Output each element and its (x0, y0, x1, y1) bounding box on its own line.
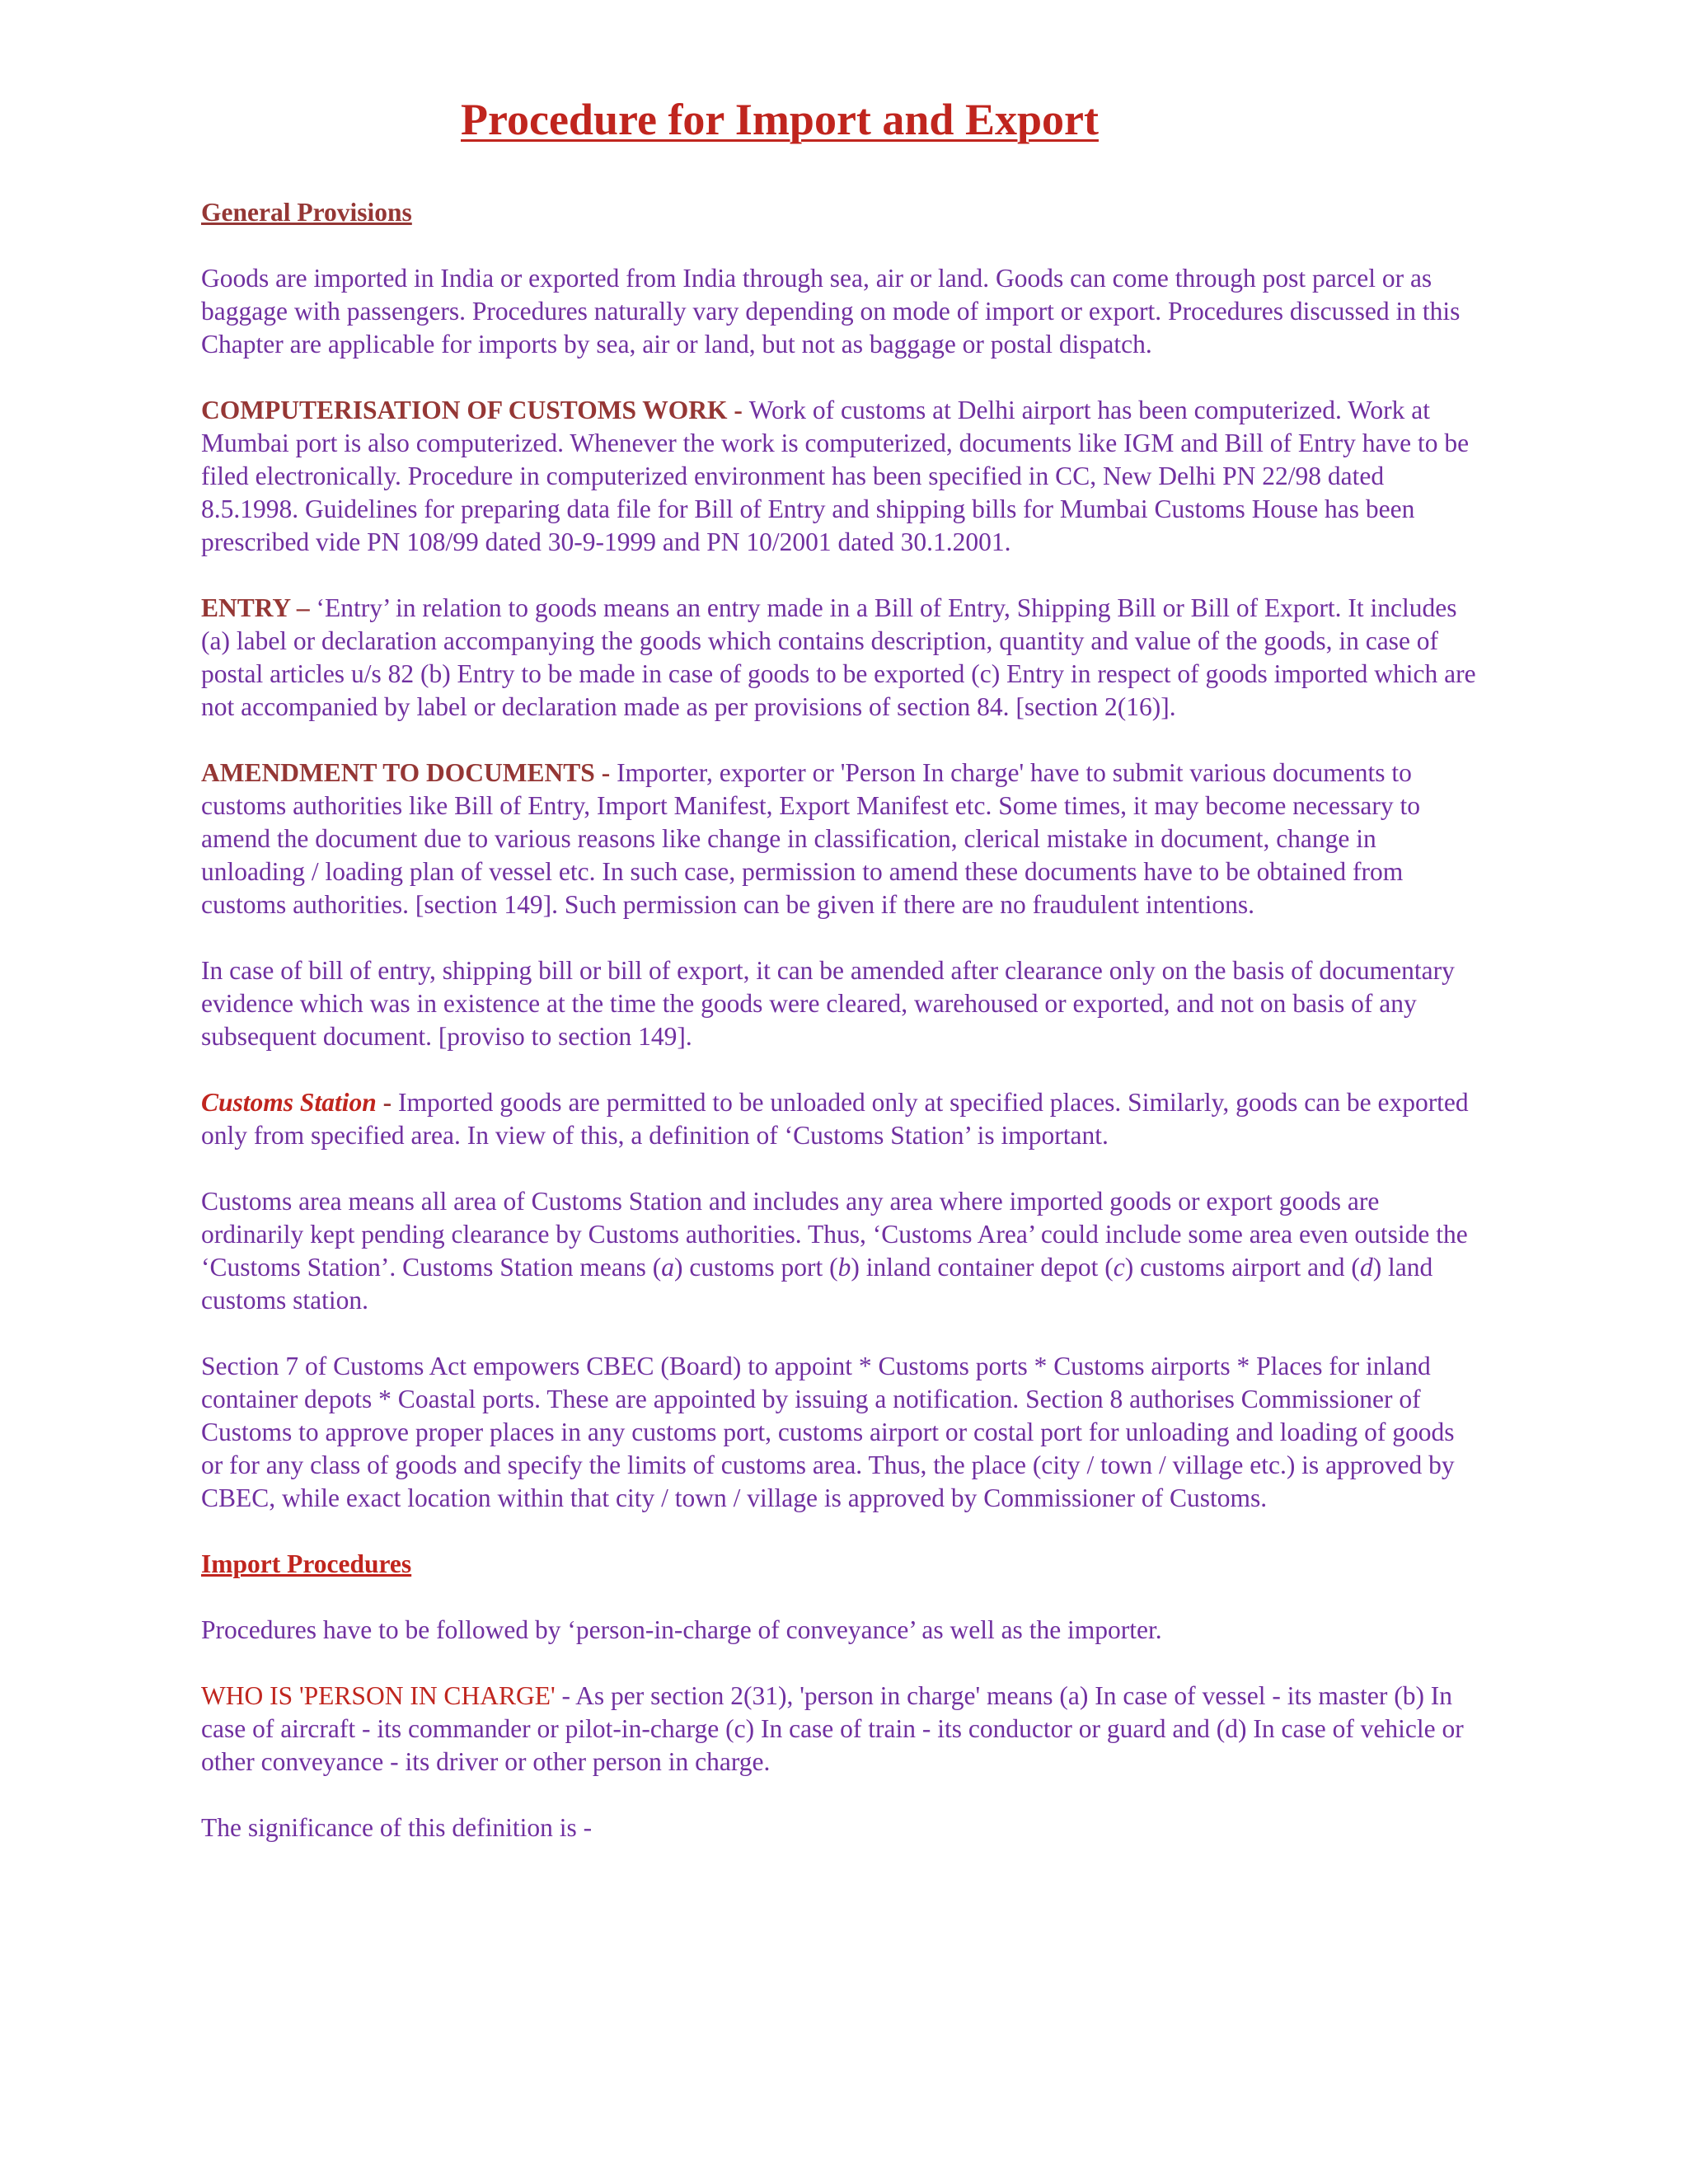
person-in-charge-paragraph (201, 1680, 1482, 1779)
customs-area-text-4: ) customs airport and ( (1124, 1253, 1360, 1282)
computerisation-paragraph (201, 394, 1482, 559)
amendment-lead: AMENDMENT TO DOCUMENTS (201, 758, 595, 787)
entry-text: ‘Entry’ in relation to goods means an entry made in a Bill of Entry, Shipping Bill or Bill of Export. It includes (a) label or declaration accompanying the goods which contains description, quantity and value of the goods, in case of postal articles u/s 82 (b) Entry to be made in case of goods to be exported (c) Entry in respect of goods imported which are not accompanied by label or declaration made as per provisions of section 84. [section 2(16)]. (201, 593, 1476, 721)
customs-station-text: Imported goods are permitted to be unloaded only at specified places. Similarly, goods can be exported only from specified area. In view of this, a definition of ‘Customs Station’ is important. (201, 1088, 1469, 1150)
import-procedures-paragraph: Procedures have to be followed by ‘person-in-charge of conveyance’ as well as the importer. (201, 1615, 1162, 1644)
customs-area-text-2: ) customs port ( (674, 1253, 838, 1282)
general-provisions-paragraph: Goods are imported in India or exported from India through sea, air or land. Goods can come through post parcel or as baggage with passengers. Procedures naturally vary depending on mode of import or export. Procedures discussed in this Chapter are applicable for imports by sea, air or land, but not as baggage or postal dispatch. (201, 264, 1461, 359)
person-in-charge-lead: WHO IS 'PERSON IN CHARGE' (201, 1681, 556, 1710)
entry-lead: ENTRY (201, 593, 290, 622)
customs-station-dash: - (376, 1088, 398, 1117)
computerisation-lead: COMPUTERISATION OF CUSTOMS WORK (201, 396, 728, 424)
customs-area-paragraph (201, 1185, 1482, 1317)
amendment-text: Importer, exporter or 'Person In charge' have to submit various documents to customs authorities like Bill of Entry, Import Manifest, Export Manifest etc. Some times, it may become necessary to amend the document due to various reasons like change in classification, clerical mistake in document, change in unloading / loading plan of vessel etc. In such case, permission to amend these documents have to be obtained from customs authorities. [section 149]. Such permission can be given if there are no fraudulent intentions. (201, 758, 1421, 919)
customs-station-paragraph (201, 1086, 1482, 1152)
page-title: Procedure for Import and Export (461, 95, 1099, 144)
customs-area-letter-c: c (1113, 1253, 1125, 1282)
amendment-dash: - (594, 758, 617, 787)
computerisation-text: Work of customs at Delhi airport has been computerized. Work at Mumbai port is also computerized. Whenever the work is computerized, documents like IGM and Bill of Entry have to be filed electronically. Procedure in computerized environment has been specified in CC, New Delhi PN 22/98 dated 8.5.1998. Guidelines for preparing data file for Bill of Entry and shipping bills for Mumbai Customs House has been prescribed vide PN 108/99 dated 30-9-1999 and PN 10/2001 dated 30.1.2001. (201, 396, 1470, 556)
amendment-paragraph (201, 757, 1482, 921)
significance-paragraph: The significance of this definition is - (201, 1813, 593, 1842)
customs-area-text-5: ) land customs station. (201, 1253, 1433, 1315)
import-procedures-heading: Import Procedures (201, 1549, 412, 1578)
person-in-charge-text: As per section 2(31), 'person in charge' means (a) In case of vessel - its master (b) In case of aircraft - its commander or pilot-in-charge (c) In case of train - its conductor or guard and (d) In case of vehicle or other conveyance - its driver or other person in charge. (201, 1681, 1464, 1776)
customs-area-letter-a: a (661, 1253, 675, 1282)
customs-area-text-3: ) inland container depot ( (851, 1253, 1114, 1282)
customs-area-text-1: Customs area means all area of Customs Station and includes any area where imported goods or export goods are ordinarily kept pending clearance by Customs authorities. Thus, ‘Customs Area’ could include some area even outside the ‘Customs Station’. Customs Station means ( (201, 1187, 1468, 1282)
entry-paragraph (201, 592, 1482, 724)
section7-paragraph: Section 7 of Customs Act empowers CBEC (Board) to appoint * Customs ports * Customs airports * Places for inland container depots * Coastal ports. These are appointed by issuing a notification. Section 8 authorises Commissioner of Customs to approve proper places in any customs port, customs airport or costal port for unloading and loading of goods or for any class of goods and specify the limits of customs area. Thus, the place (city / town / village etc.) is approved by CBEC, while exact location within that city / town / village is approved by Commissioner of Customs. (201, 1352, 1455, 1512)
amendment-paragraph-2: In case of bill of entry, shipping bill or bill of export, it can be amended after clearance only on the basis of documentary evidence which was in existence at the time the goods were cleared, warehoused or exported, and not on basis of any subsequent document. [proviso to section 149]. (201, 956, 1455, 1051)
general-provisions-heading: General Provisions (201, 198, 412, 227)
customs-area-letter-d: d (1359, 1253, 1373, 1282)
entry-dash: – (290, 593, 316, 622)
customs-area-letter-b: b (837, 1253, 851, 1282)
person-in-charge-dash: - (555, 1681, 576, 1710)
customs-station-lead: Customs Station (201, 1088, 377, 1117)
computerisation-dash: - (727, 396, 749, 424)
